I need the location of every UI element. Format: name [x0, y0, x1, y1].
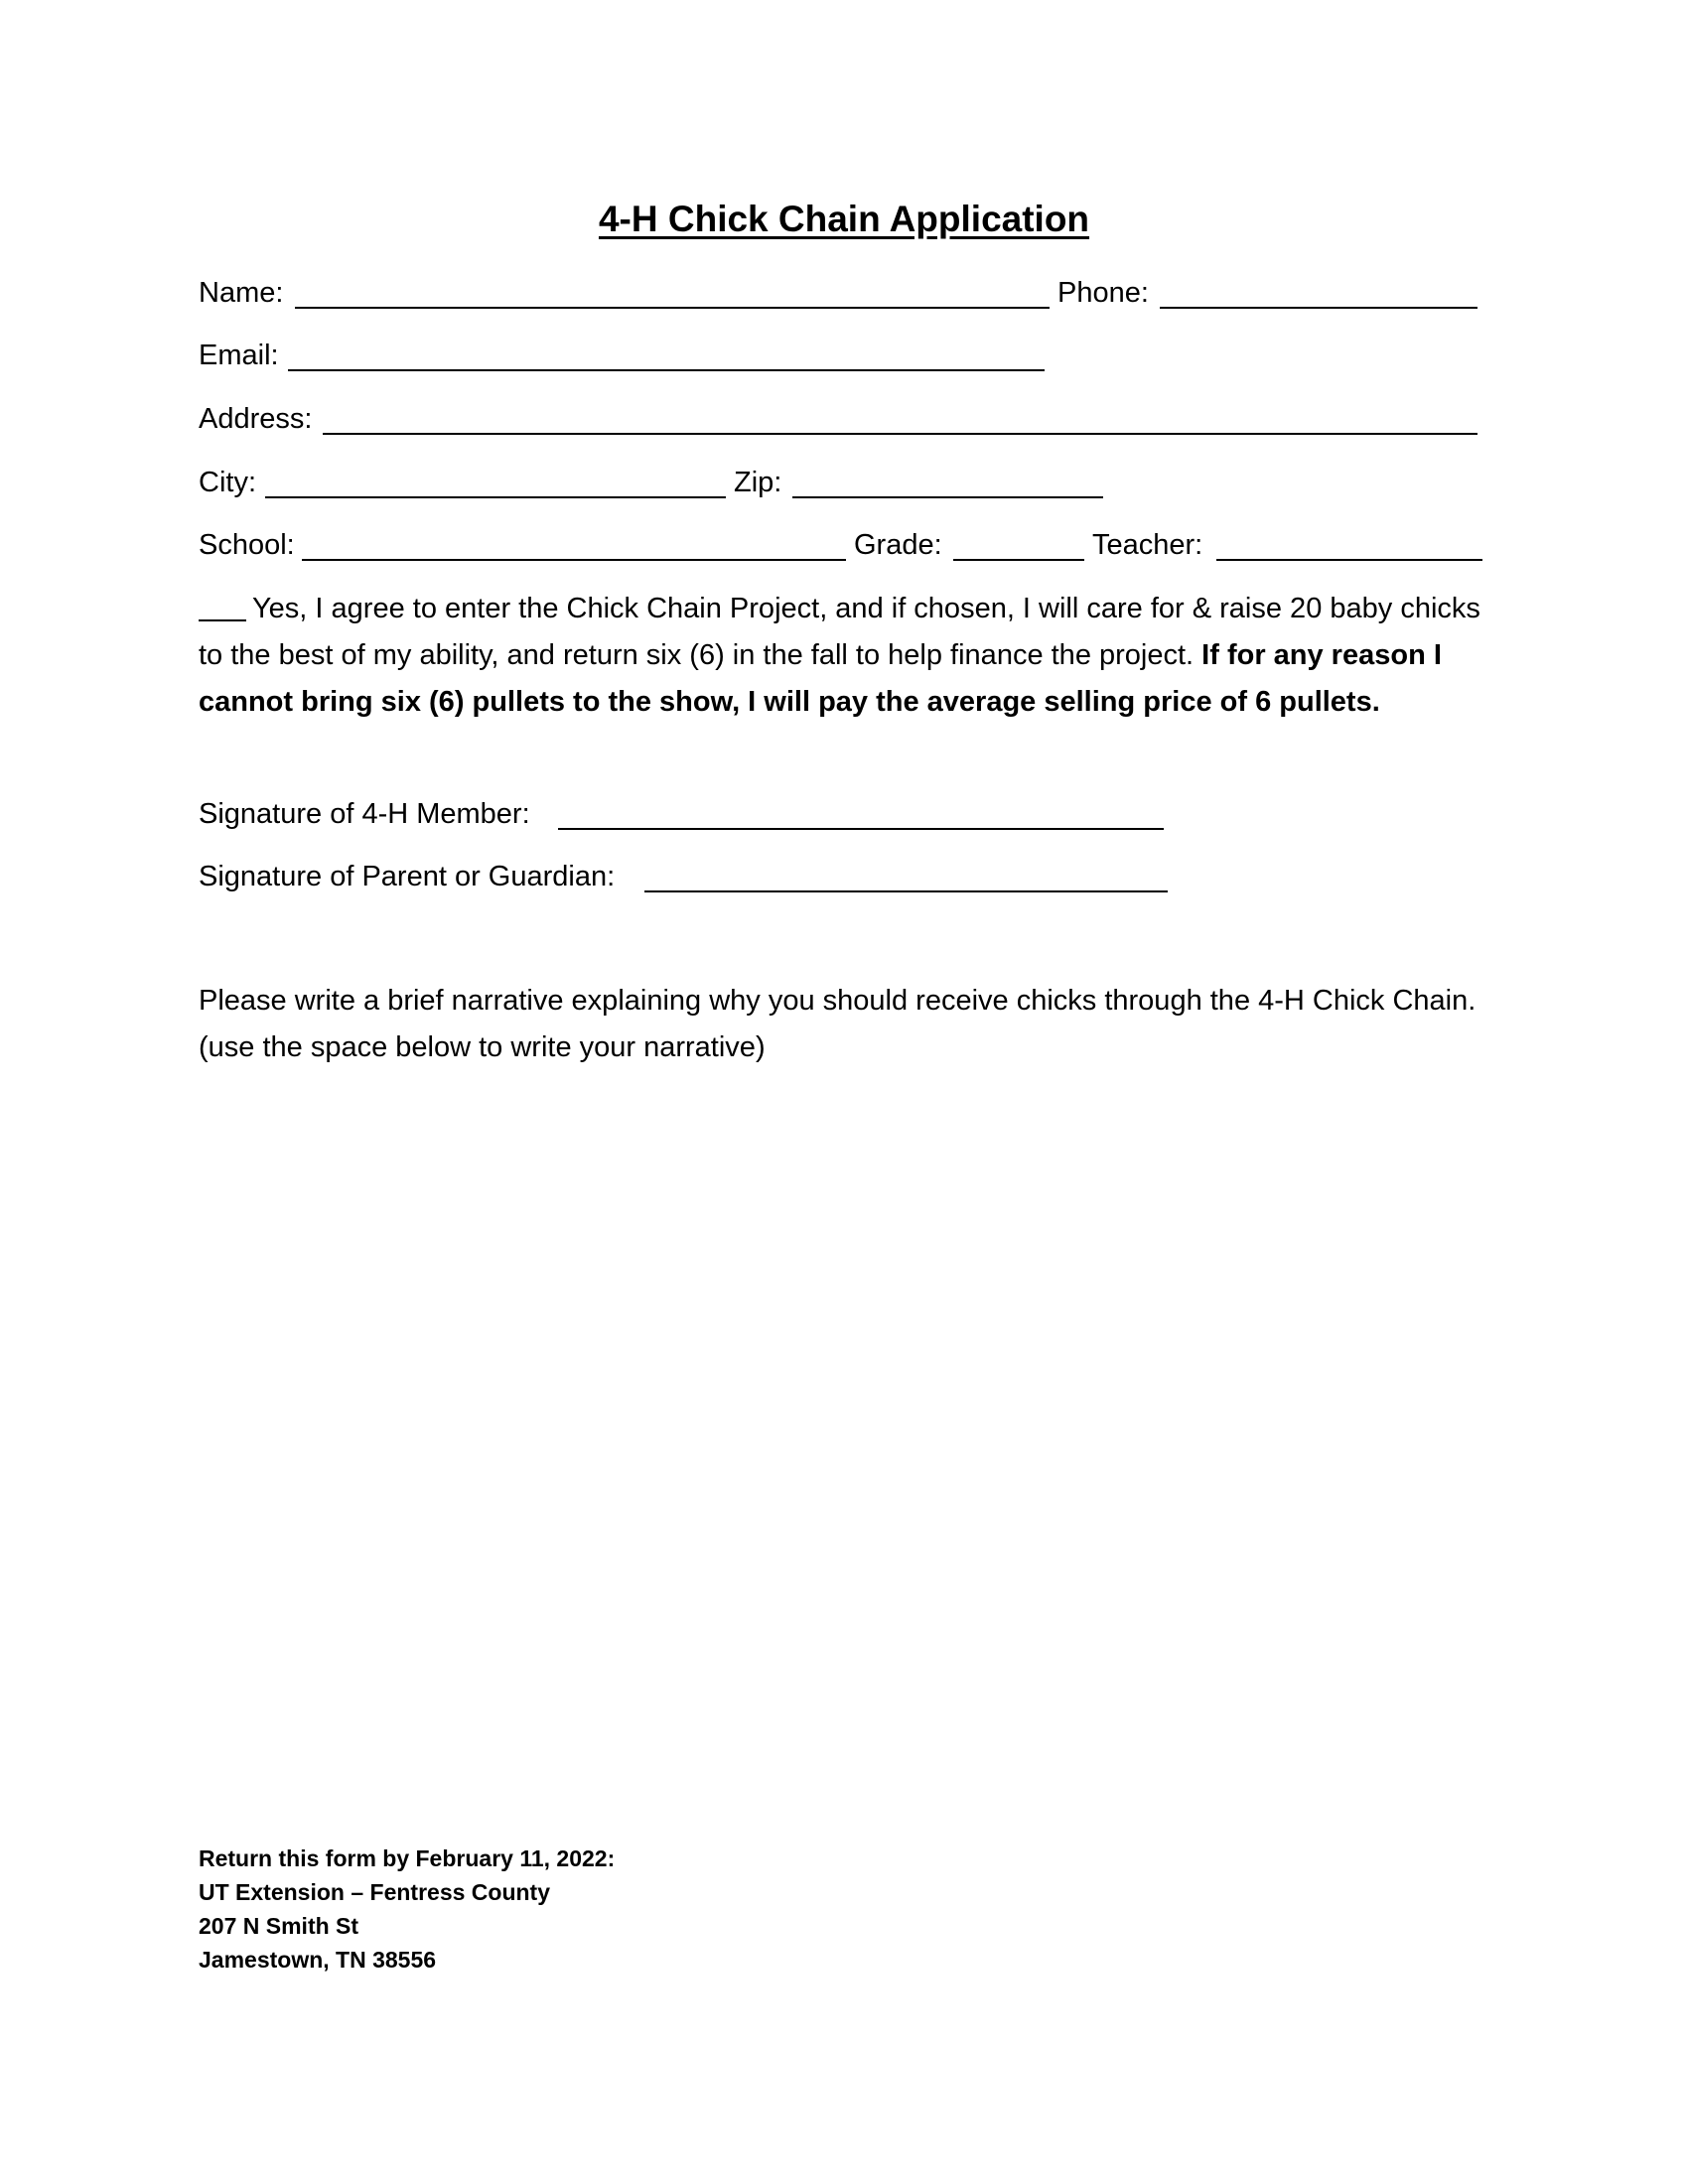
return-city-state-zip: Jamestown, TN 38556: [199, 1947, 437, 1973]
city-field[interactable]: [265, 496, 726, 498]
address-field[interactable]: [323, 433, 1477, 435]
grade-label: Grade:: [854, 529, 942, 561]
grade-field[interactable]: [953, 559, 1084, 561]
return-deadline: Return this form by February 11, 2022:: [199, 1845, 616, 1871]
phone-label: Phone:: [1057, 277, 1149, 309]
agreement-paragraph: [199, 586, 1489, 726]
city-zip-row: [199, 463, 1112, 502]
address-label: Address:: [199, 403, 313, 435]
email-label: Email:: [199, 340, 279, 371]
zip-field[interactable]: [792, 496, 1103, 498]
school-field[interactable]: [302, 559, 846, 561]
email-field[interactable]: [288, 369, 1045, 371]
agreement-bold-text: If for any reason I cannot bring six (6) pullets to the show, I will pay the average selling price of 6 pullets.: [199, 639, 1442, 718]
parent-signature-label: Signature of Parent or Guardian:: [199, 861, 616, 892]
email-row: [199, 336, 1053, 375]
teacher-label: Teacher:: [1092, 529, 1203, 561]
member-signature-field[interactable]: [558, 828, 1164, 830]
form-title: 4-H Chick Chain Application: [598, 199, 1090, 239]
parent-signature-field[interactable]: [644, 890, 1168, 892]
city-label: City:: [199, 467, 256, 498]
return-street: 207 N Smith St: [199, 1913, 359, 1939]
narrative-writing-area[interactable]: [199, 1082, 1489, 1797]
agreement-text: Yes, I agree to enter the Chick Chain Project, and if chosen, I will care for & raise 20 baby chicks to the best of my ability, and return six (6) in the fall to help finance the project.: [199, 593, 1480, 671]
parent-signature-row: [199, 857, 1172, 896]
agreement-checkbox-blank[interactable]: [199, 590, 246, 621]
narrative-prompt: Please write a brief narrative explaining why you should receive chicks through the 4-H Chick Chain. (use the space below to write your narrative): [199, 985, 1477, 1063]
zip-label: Zip:: [734, 467, 782, 498]
return-office: UT Extension – Fentress County: [199, 1879, 551, 1905]
school-label: School:: [199, 529, 295, 561]
phone-field[interactable]: [1160, 307, 1477, 309]
name-phone-row: [199, 273, 1479, 313]
school-grade-teacher-row: [199, 525, 1484, 565]
name-label: Name:: [199, 277, 284, 309]
name-field[interactable]: [295, 307, 1050, 309]
member-signature-label: Signature of 4-H Member:: [199, 798, 530, 830]
return-address-block: [199, 1842, 615, 1977]
member-signature-row: [199, 794, 1172, 834]
teacher-field[interactable]: [1216, 559, 1482, 561]
address-row: [199, 399, 1479, 439]
